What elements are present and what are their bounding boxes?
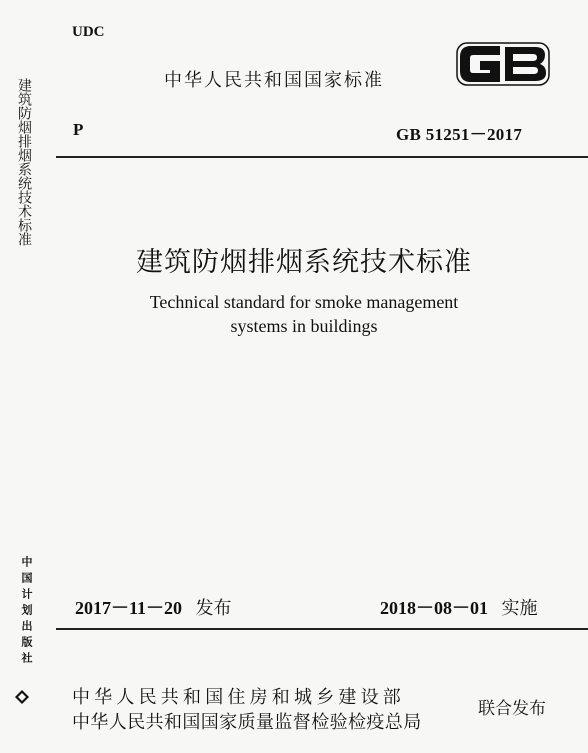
- header-divider: [56, 156, 588, 158]
- implement-date: 2018－08－01: [380, 598, 488, 618]
- gb-logo: [455, 38, 551, 95]
- title-english-line1: Technical standard for smoke management: [149, 292, 459, 312]
- footer-divider: [56, 628, 588, 630]
- standard-number: GB 51251－2017: [396, 125, 523, 144]
- issuer-aqsiq: 中华人民共和国国家质量监督检验检疫总局: [72, 712, 422, 733]
- issuer-ministry-housing: 中华人民共和国住房和城乡建设部: [72, 687, 405, 708]
- issue-label: 发布: [195, 598, 232, 619]
- issue-date-block: [75, 594, 232, 620]
- implement-date-block: [380, 594, 538, 620]
- issue-date: 2017－11－20: [75, 598, 183, 618]
- title-english: [0, 290, 588, 338]
- joint-issue-label: 联合发布: [478, 699, 546, 719]
- title-chinese: 建筑防烟排烟系统技术标准: [136, 247, 472, 278]
- spine-publisher: 中国计划出版社: [20, 556, 33, 668]
- category-code: P: [73, 120, 84, 139]
- implement-label: 实施: [501, 598, 538, 619]
- national-standard-heading: 中华人民共和国国家标准: [164, 70, 384, 91]
- udc-label: UDC: [72, 24, 105, 40]
- publisher-logo-icon: [15, 690, 29, 708]
- title-english-line2: systems in buildings: [230, 316, 378, 336]
- spine-title: 建筑防烟排烟系统技术标准: [16, 78, 32, 246]
